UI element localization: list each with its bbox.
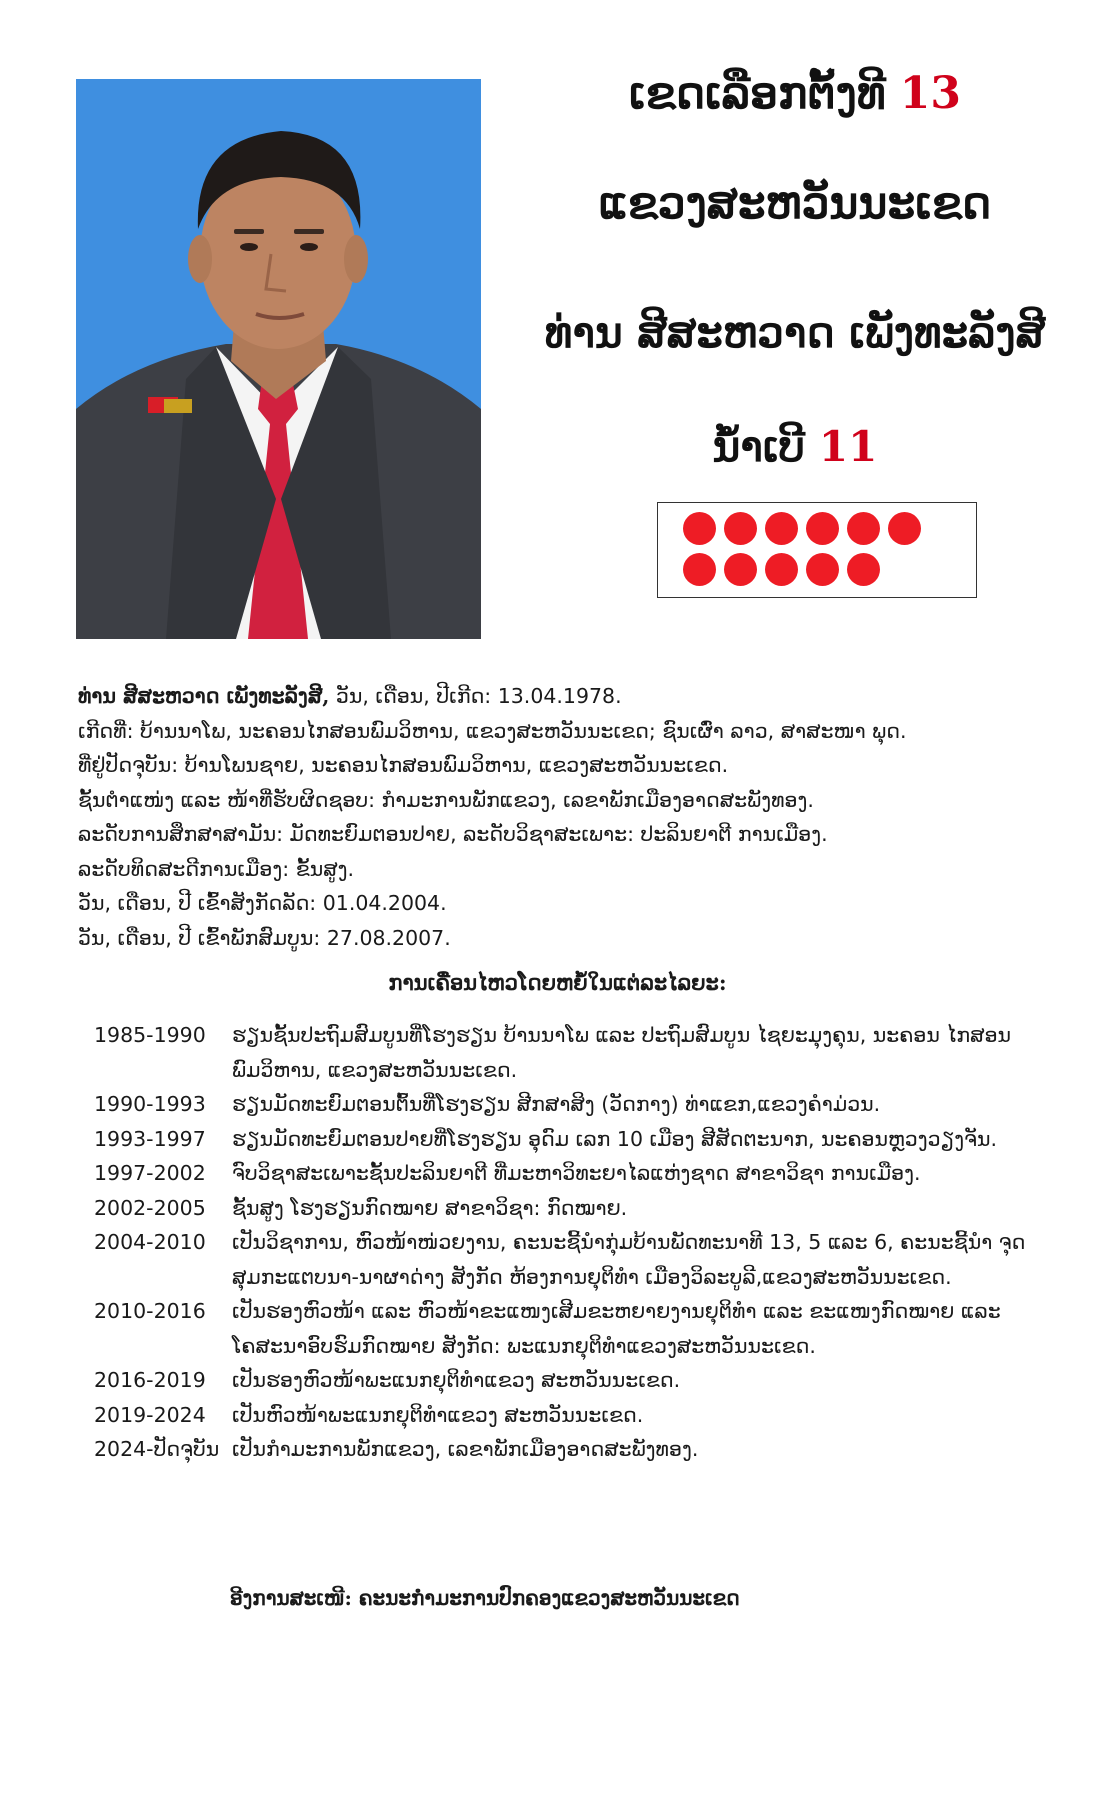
- ballot-dot: [806, 553, 839, 586]
- timeline-desc: ຮຽນມັດທະຍົມຕອນປາຍທີ່ໂຮງຮຽນ ອຸດົມ ເລກ 10 ເມືອງ ສີສັດຕະນາກ, ນະຄອນຫຼວງວຽງຈັນ.: [232, 1126, 997, 1151]
- biography: [78, 679, 1058, 955]
- bio-name-birthdate: [78, 679, 1058, 714]
- bio-name: ທ່ານ ສີສະຫວາດ ເພັງທະລັງສີ,: [78, 684, 330, 708]
- timeline-row: [94, 1432, 1054, 1467]
- candidate-portrait: [76, 79, 481, 639]
- candidate-name-heading: ທ່ານ ສີສະຫວາດ ເພັງທະລັງສີ: [544, 308, 1046, 357]
- timeline-desc: ເປັນກຳມະການພັກແຂວງ, ເລຂາພັກເມືອງອາດສະພັງທອງ.: [232, 1437, 699, 1461]
- timeline-row: [94, 1398, 1054, 1433]
- ballot-dots-box: [657, 502, 977, 598]
- timeline-years: 2002-2005: [94, 1195, 206, 1220]
- timeline-row: [94, 1191, 1054, 1226]
- timeline-desc: ຮຽນມັດທະຍົມຕອນຕົ້ນທີ່ໂຮງຮຽນ ສີກສາສິງ (ວັດກາງ) ທ່າແຂກ,ແຂວງຄໍາມ່ວນ.: [232, 1092, 881, 1116]
- timeline-years: 1990-1993: [94, 1092, 206, 1116]
- ballot-number-heading: [500, 422, 1090, 471]
- timeline-years: 2019-2024: [94, 1402, 206, 1427]
- bio-birth-date: ວັນ, ເດືອນ, ປີເກີດ: 13.04.1978.: [329, 684, 622, 708]
- ballot-dot: [683, 553, 716, 586]
- ballot-dot: [888, 512, 921, 545]
- bio-residence: ທີ່ຢູ່ປັດຈຸບັນ: ບ້ານໂພນຊາຍ, ນະຄອນໄກສອນພົມວິຫານ, ແຂວງສະຫວັນນະເຂດ.: [78, 753, 729, 777]
- career-timeline: [94, 1018, 1054, 1467]
- province-heading: ແຂວງສະຫວັນນະເຂດ: [598, 178, 992, 229]
- timeline-desc: ຈົບວິຊາສະເພາະຊັ້ນປະລິນຍາຕີ ທີ່ມະຫາວິທະຍາໄລແຫ່ງຊາດ ສາຂາວິຊາ ການເມືອງ.: [232, 1161, 921, 1185]
- bio-political-theory: ລະດັບທິດສະດີການເມືອງ: ຂັ້ນສູງ.: [78, 856, 355, 881]
- proposal-footer: ອີງການສະເໜີ: ຄະນະກຳມະການປົກຄອງແຂວງສະຫວັນນະເຂດ: [230, 1586, 740, 1610]
- zone-label: ເຂດເລືອກຕັ້ງທີ: [629, 68, 886, 119]
- timeline-years: 1993-1997: [94, 1126, 206, 1151]
- timeline-desc: ຊັ້ນສູງ ໂຮງຮຽນກົດໝາຍ ສາຂາວິຊາ: ກົດໝາຍ.: [232, 1195, 628, 1220]
- ballot-dot: [847, 553, 880, 586]
- timeline-desc: ເປັນຮອງຫົວໜ້າພະແນກຍຸຕິທຳແຂວງ ສະຫວັນນະເຂດ.: [232, 1368, 681, 1392]
- ballot-dot: [806, 512, 839, 545]
- ballot-dot: [724, 512, 757, 545]
- timeline-row: [94, 1294, 1054, 1363]
- timeline-row: [94, 1018, 1054, 1087]
- bio-position: ຊັ້ນຕຳແໜ່ງ ແລະ ໜ້າທີ່ຮັບຜິດຊອບ: ກຳມະການພັກແຂວງ, ເລຂາພັກເມືອງອາດສະພັງທອງ.: [78, 787, 814, 812]
- timeline-desc: ເປັນວິຊາການ, ຫົວໜ້າໜ່ວຍງານ, ຄະນະຊີ້ນຳກຸ່ມບ້ານພັດທະນາທີ 13, 5 ແລະ 6, ຄະນະຊີ້ນຳ ຈຸດສຸມກະແຕບນາ-ນາຜາດ່າງ ສັງກັດ ຫ້ອງການຍຸຕິທຳ ເມືອງວິລະບູລີ,ແຂວງສະຫວັນນະເຂດ.: [232, 1230, 1026, 1289]
- timeline-years: 2024-ປັດຈຸບັນ: [94, 1437, 220, 1461]
- timeline-years: 2016-2019: [94, 1368, 206, 1392]
- timeline-years: 1997-2002: [94, 1161, 206, 1185]
- timeline-desc: ເປັນຮອງຫົວໜ້າ ແລະ ຫົວໜ້າຂະແໜງເສີມຂະຫຍາຍງານຍຸຕິທຳ ແລະ ຂະແໜງກົດໝາຍ ແລະ ໂຄສະນາອົບຮົມກົດໝາຍ ສັງກັດ: ພະແນກຍຸຕິທຳແຂວງສະຫວັນນະເຂດ.: [232, 1299, 1001, 1358]
- ballot-number: 11: [818, 422, 878, 471]
- timeline-years: 1985-1990: [94, 1023, 206, 1047]
- timeline-row: [94, 1156, 1054, 1191]
- timeline-desc: ຮຽນຊັ້ນປະຖົມສົມບູນທີ່ໂຮງຮຽນ ບ້ານນາໂພ ແລະ ປະຖົມສົມບູນ ໄຊຍະມຸງຄຸນ, ນະຄອນ ໄກສອນພົມວິຫານ, ແຂວງສະຫວັນນະເຂດ.: [232, 1023, 1012, 1082]
- bio-birthplace: ເກີດທີ່: ບ້ານນາໂພ, ນະຄອນໄກສອນພົມວິຫານ, ແຂວງສະຫວັນນະເຂດ; ຊົນເຜົ່າ ລາວ, ສາສະໜາ ພຸດ.: [78, 718, 907, 743]
- bio-party-join-date: ວັນ, ເດືອນ, ປີ ເຂົ້າພັກສົມບູນ: 27.08.2007.: [78, 925, 451, 950]
- ballot-dot: [765, 512, 798, 545]
- bio-state-join-date: ວັນ, ເດືອນ, ປີ ເຂົ້າສັງກັດລັດ: 01.04.2004.: [78, 891, 447, 915]
- ballot-dot: [847, 512, 880, 545]
- electoral-zone-heading: [500, 68, 1090, 119]
- career-section-title: ການເຄື່ອນໄຫວໂດຍຫຍໍ້ໃນແຕ່ລະໄລຍະ:: [388, 970, 727, 995]
- zone-number: 13: [899, 68, 961, 119]
- timeline-row: [94, 1087, 1054, 1122]
- timeline-years: 2010-2016: [94, 1299, 206, 1323]
- ballot-label: ນໍ້າເບີ: [712, 422, 805, 471]
- timeline-row: [94, 1225, 1054, 1294]
- ballot-dot: [765, 553, 798, 586]
- timeline-years: 2004-2010: [94, 1230, 206, 1254]
- timeline-row: [94, 1122, 1054, 1157]
- ballot-dot: [724, 553, 757, 586]
- timeline-desc: ເປັນຫົວໜ້າພະແນກຍຸຕິທຳແຂວງ ສະຫວັນນະເຂດ.: [232, 1402, 644, 1427]
- ballot-dot: [683, 512, 716, 545]
- timeline-row: [94, 1363, 1054, 1398]
- bio-education: ລະດັບການສຶກສາສາມັນ: ມັດທະຍົມຕອນປາຍ, ລະດັບວິຊາສະເພາະ: ປະລິນຍາຕີ ການເມືອງ.: [78, 822, 828, 846]
